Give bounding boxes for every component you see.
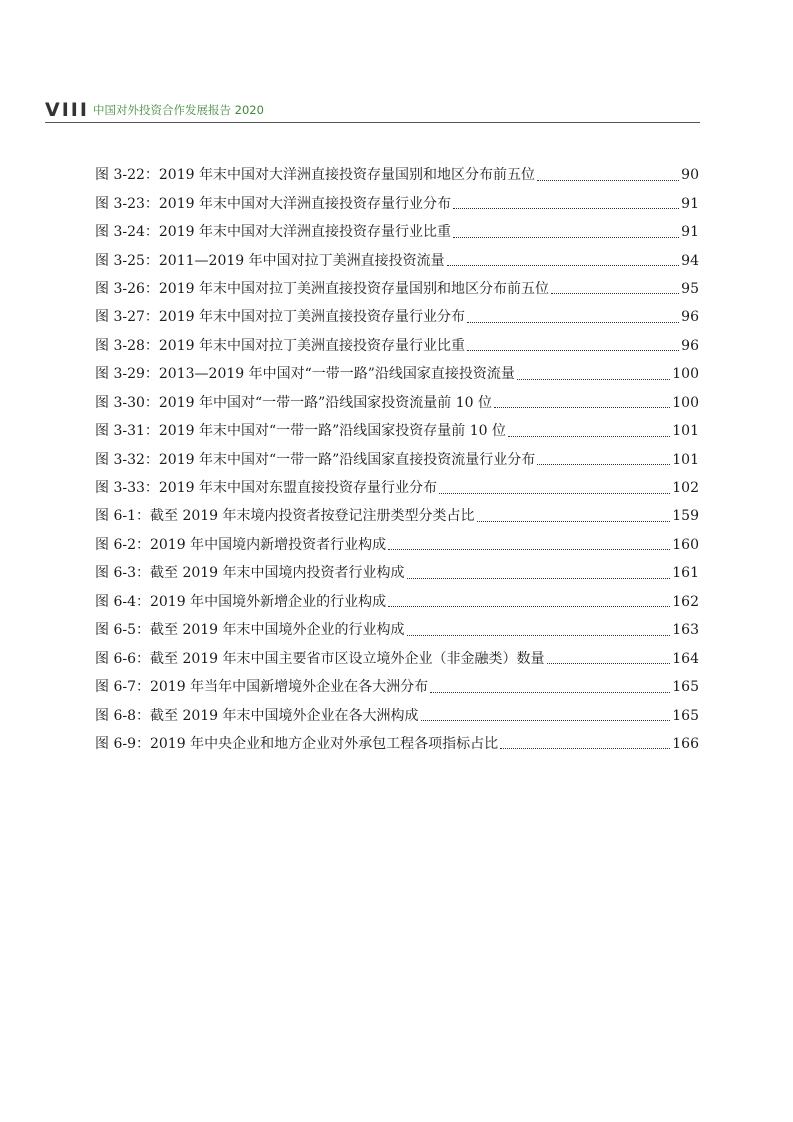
toc-entry-label: 图 3-25：2011—2019 年中国对拉丁美洲直接投资流量 xyxy=(95,252,445,269)
page-number: VIII xyxy=(45,99,89,121)
toc-dot-leader xyxy=(388,606,670,607)
toc-entry-label: 图 3-30：2019 年中国对“一带一路”沿线国家投资流量前 10 位 xyxy=(95,394,493,411)
toc-entry-page: 91 xyxy=(681,195,699,212)
toc-dot-leader xyxy=(407,578,671,579)
toc-entry-label: 图 3-27：2019 年末中国对拉丁美洲直接投资存量行业分布 xyxy=(95,309,465,326)
toc-dot-leader xyxy=(537,464,670,465)
running-title: 中国对外投资合作发展报告 2020 xyxy=(93,103,264,117)
toc-entry-page: 165 xyxy=(672,679,699,696)
toc-dot-leader xyxy=(547,663,671,664)
toc-entry[interactable] xyxy=(95,730,699,758)
toc-dot-leader xyxy=(477,521,671,522)
toc-entry-page: 96 xyxy=(681,337,699,354)
toc-entry[interactable] xyxy=(95,445,699,473)
toc-entry[interactable] xyxy=(95,673,699,701)
figure-list xyxy=(95,161,699,758)
toc-entry-page: 102 xyxy=(672,480,699,497)
toc-dot-leader xyxy=(551,293,679,294)
toc-entry-label: 图 3-32：2019 年末中国对“一带一路”沿线国家直接投资流量行业分布 xyxy=(95,451,536,468)
toc-entry-label: 图 3-29：2013—2019 年中国对“一带一路”沿线国家直接投资流量 xyxy=(95,366,515,383)
toc-dot-leader xyxy=(439,493,670,494)
toc-entry-page: 161 xyxy=(672,565,699,582)
toc-entry[interactable] xyxy=(95,189,699,217)
toc-entry-label: 图 3-33：2019 年末中国对东盟直接投资存量行业分布 xyxy=(95,480,437,497)
toc-entry[interactable] xyxy=(95,559,699,587)
toc-dot-leader xyxy=(407,635,671,636)
toc-entry[interactable] xyxy=(95,616,699,644)
toc-dot-leader xyxy=(388,549,670,550)
toc-dot-leader xyxy=(467,322,679,323)
toc-entry-page: 91 xyxy=(681,224,699,241)
toc-entry-page: 164 xyxy=(672,650,699,667)
toc-entry[interactable] xyxy=(95,502,699,530)
toc-entry[interactable] xyxy=(95,644,699,672)
toc-entry-page: 166 xyxy=(672,735,699,752)
toc-entry-label: 图 6-8：截至 2019 年末中国境外企业在各大洲构成 xyxy=(95,707,419,724)
toc-entry-page: 163 xyxy=(672,622,699,639)
toc-entry-label: 图 6-9：2019 年中央企业和地方企业对外承包工程各项指标占比 xyxy=(95,735,499,752)
toc-entry-page: 94 xyxy=(681,252,699,269)
toc-entry-page: 95 xyxy=(681,280,699,297)
toc-entry-label: 图 3-22：2019 年末中国对大洋洲直接投资存量国别和地区分布前五位 xyxy=(95,167,535,184)
toc-entry-label: 图 3-23：2019 年末中国对大洋洲直接投资存量行业分布 xyxy=(95,195,451,212)
toc-entry-label: 图 3-28：2019 年末中国对拉丁美洲直接投资存量行业比重 xyxy=(95,337,465,354)
toc-entry[interactable] xyxy=(95,275,699,303)
toc-entry[interactable] xyxy=(95,474,699,502)
toc-entry[interactable] xyxy=(95,389,699,417)
toc-entry[interactable] xyxy=(95,246,699,274)
toc-entry-label: 图 6-1：截至 2019 年末境内投资者按登记注册类型分类占比 xyxy=(95,508,475,525)
toc-entry-page: 159 xyxy=(672,508,699,525)
toc-entry-page: 101 xyxy=(672,423,699,440)
toc-entry[interactable] xyxy=(95,332,699,360)
toc-entry[interactable] xyxy=(95,701,699,729)
toc-dot-leader xyxy=(430,692,670,693)
toc-entry-label: 图 3-26：2019 年末中国对拉丁美洲直接投资存量国别和地区分布前五位 xyxy=(95,280,549,297)
toc-dot-leader xyxy=(421,720,671,721)
toc-entry-page: 162 xyxy=(672,593,699,610)
toc-dot-leader xyxy=(453,208,679,209)
toc-entry[interactable] xyxy=(95,161,699,189)
toc-entry[interactable] xyxy=(95,218,699,246)
toc-entry-page: 100 xyxy=(672,394,699,411)
toc-entry-label: 图 6-6：截至 2019 年末中国主要省市区设立境外企业（非金融类）数量 xyxy=(95,650,545,667)
toc-entry-label: 图 6-2：2019 年中国境内新增投资者行业构成 xyxy=(95,536,387,553)
toc-entry-page: 101 xyxy=(672,451,699,468)
toc-dot-leader xyxy=(500,748,670,749)
toc-dot-leader xyxy=(447,265,680,266)
toc-entry[interactable] xyxy=(95,588,699,616)
toc-entry[interactable] xyxy=(95,417,699,445)
toc-entry-page: 100 xyxy=(672,366,699,383)
toc-entry-page: 165 xyxy=(672,707,699,724)
toc-dot-leader xyxy=(494,407,670,408)
toc-dot-leader xyxy=(537,180,679,181)
toc-dot-leader xyxy=(517,379,670,380)
toc-entry[interactable] xyxy=(95,360,699,388)
page-header xyxy=(45,100,700,123)
toc-entry-label: 图 6-4：2019 年中国境外新增企业的行业构成 xyxy=(95,593,387,610)
toc-entry-label: 图 6-3：截至 2019 年末中国境内投资者行业构成 xyxy=(95,565,405,582)
toc-entry-label: 图 3-31：2019 年末中国对“一带一路”沿线国家投资存量前 10 位 xyxy=(95,423,507,440)
toc-entry-label: 图 6-5：截至 2019 年末中国境外企业的行业构成 xyxy=(95,622,405,639)
toc-dot-leader xyxy=(453,237,679,238)
toc-entry[interactable] xyxy=(95,531,699,559)
toc-entry-page: 160 xyxy=(672,536,699,553)
toc-entry-label: 图 3-24：2019 年末中国对大洋洲直接投资存量行业比重 xyxy=(95,224,451,241)
toc-entry-label: 图 6-7：2019 年当年中国新增境外企业在各大洲分布 xyxy=(95,679,429,696)
toc-entry-page: 96 xyxy=(681,309,699,326)
toc-dot-leader xyxy=(467,350,679,351)
toc-dot-leader xyxy=(508,436,670,437)
toc-entry-page: 90 xyxy=(681,167,699,184)
toc-entry[interactable] xyxy=(95,303,699,331)
